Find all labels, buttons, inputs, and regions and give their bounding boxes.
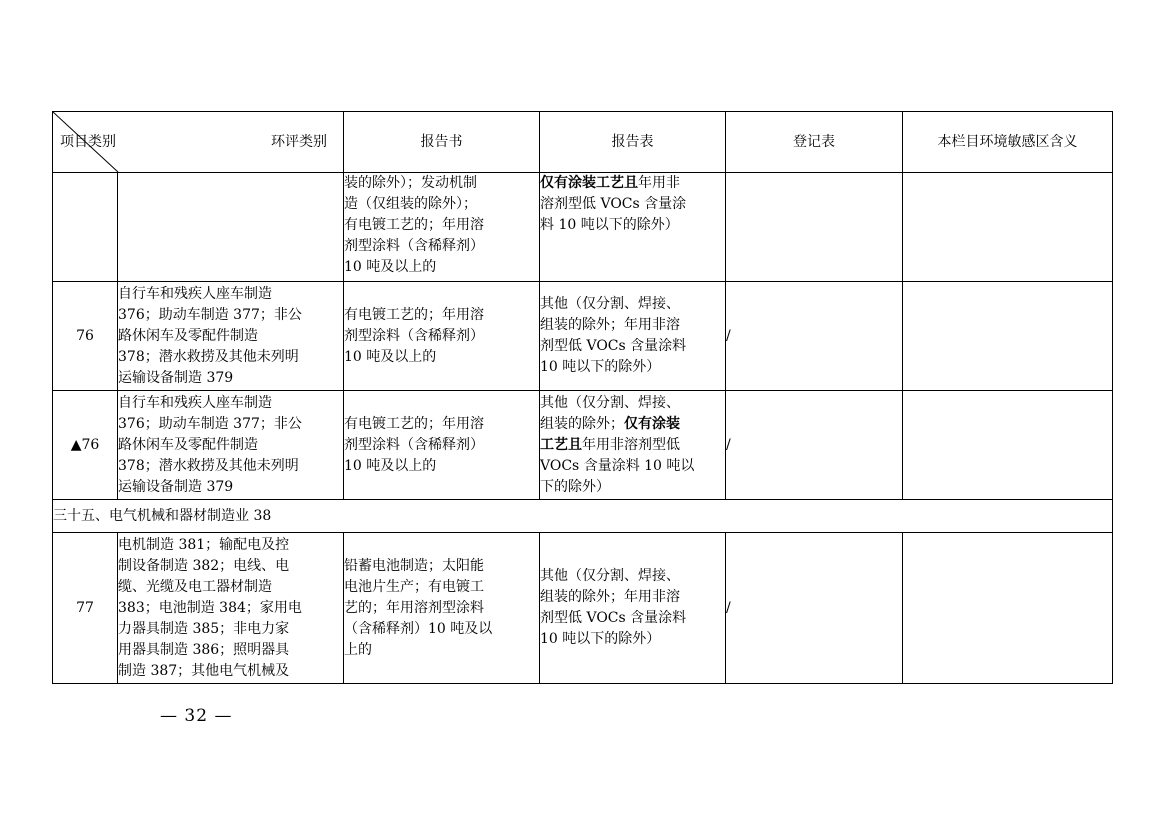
industry-cell: 自行车和残疾人座车制造 376；助动车制造 377；非公 路休闲车及零配件制造 378；潜水救捞及其他未列明 运输设备制造 379 [118, 391, 344, 500]
industry-cell: 电机制造 381；输配电及控 制设备制造 382；电线、电 缆、光缆及电工器材制造 383；电池制造 384；家用电 力器具制造 385；非电力家 用器具制造 386；照明器具 制造 387；其他电气机械及 [118, 533, 344, 684]
table-row [53, 282, 1113, 391]
row-number: 76 [53, 282, 118, 391]
sensitive-area-cell [903, 533, 1113, 684]
bold-condition: 仅有涂装工艺且 [540, 175, 638, 191]
sensitive-area-cell [903, 173, 1113, 282]
header-sensitive-area: 本栏目环境敏感区含义 [903, 112, 1113, 173]
report-form-cell: 其他（仅分割、焊接、 组装的除外；年用非溶 剂型低 VOCs 含量涂料 10 吨以下的除外） [540, 282, 726, 391]
registration-cell: / [726, 282, 903, 391]
eia-category-label: 环评类别 [271, 134, 327, 150]
industry-cell: 自行车和残疾人座车制造 376；助动车制造 377；非公 路休闲车及零配件制造 378；潜水救捞及其他未列明 运输设备制造 379 [118, 282, 344, 391]
diagonal-header-cell [53, 112, 344, 173]
row-number: 77 [53, 533, 118, 684]
report-book-cell: 铅蓄电池制造；太阳能 电池片生产；有电镀工 艺的；年用溶剂型涂料 （含稀释剂）10 吨及以 上的 [344, 533, 540, 684]
row-number [53, 173, 118, 282]
registration-cell: / [726, 533, 903, 684]
registration-cell: / [726, 391, 903, 500]
report-form-cell: 其他（仅分割、焊接、 组装的除外；年用非溶 剂型低 VOCs 含量涂料 10 吨以下的除外） [540, 533, 726, 684]
registration-cell [726, 173, 903, 282]
page-number: — 32 — [160, 706, 233, 726]
section-row [53, 500, 1113, 533]
report-form-text: 其他（仅分割、焊接、 组装的除外； [540, 394, 680, 432]
table-row [53, 533, 1113, 684]
report-book-cell: 有电镀工艺的；年用溶 剂型涂料（含稀释剂） 10 吨及以上的 [344, 282, 540, 391]
eia-classification-table [52, 111, 1113, 684]
header-registration-form: 登记表 [726, 112, 903, 173]
table-row [53, 173, 1113, 282]
report-form-text: 年用非 溶剂型低 VOCs 含量涂 料 10 吨以下的除外） [540, 175, 687, 233]
industry-cell [118, 173, 344, 282]
section-heading: 三十五、电气机械和器材制造业 38 [53, 500, 1113, 533]
report-book-cell: 有电镀工艺的；年用溶 剂型涂料（含稀释剂） 10 吨及以上的 [344, 391, 540, 500]
project-category-label: 项目类别 [60, 134, 116, 150]
report-book-cell: 装的除外）；发动机制 造（仅组装的除外）； 有电镀工艺的；年用溶 剂型涂料（含稀释剂） 10 吨及以上的 [344, 173, 540, 282]
header-report-form: 报告表 [540, 112, 726, 173]
sensitive-area-cell [903, 391, 1113, 500]
report-form-cell [540, 173, 726, 282]
table-row [53, 391, 1113, 500]
sensitive-area-cell [903, 282, 1113, 391]
bold-condition: 仅有涂装 工艺且 [540, 415, 680, 453]
report-form-cell [540, 391, 726, 500]
row-number: ▲76 [53, 391, 118, 500]
report-form-text: 年用非溶剂型低 VOCs 含量涂料 10 吨以 下的除外） [540, 436, 695, 495]
header-report-book: 报告书 [344, 112, 540, 173]
table-header-row [53, 112, 1113, 173]
